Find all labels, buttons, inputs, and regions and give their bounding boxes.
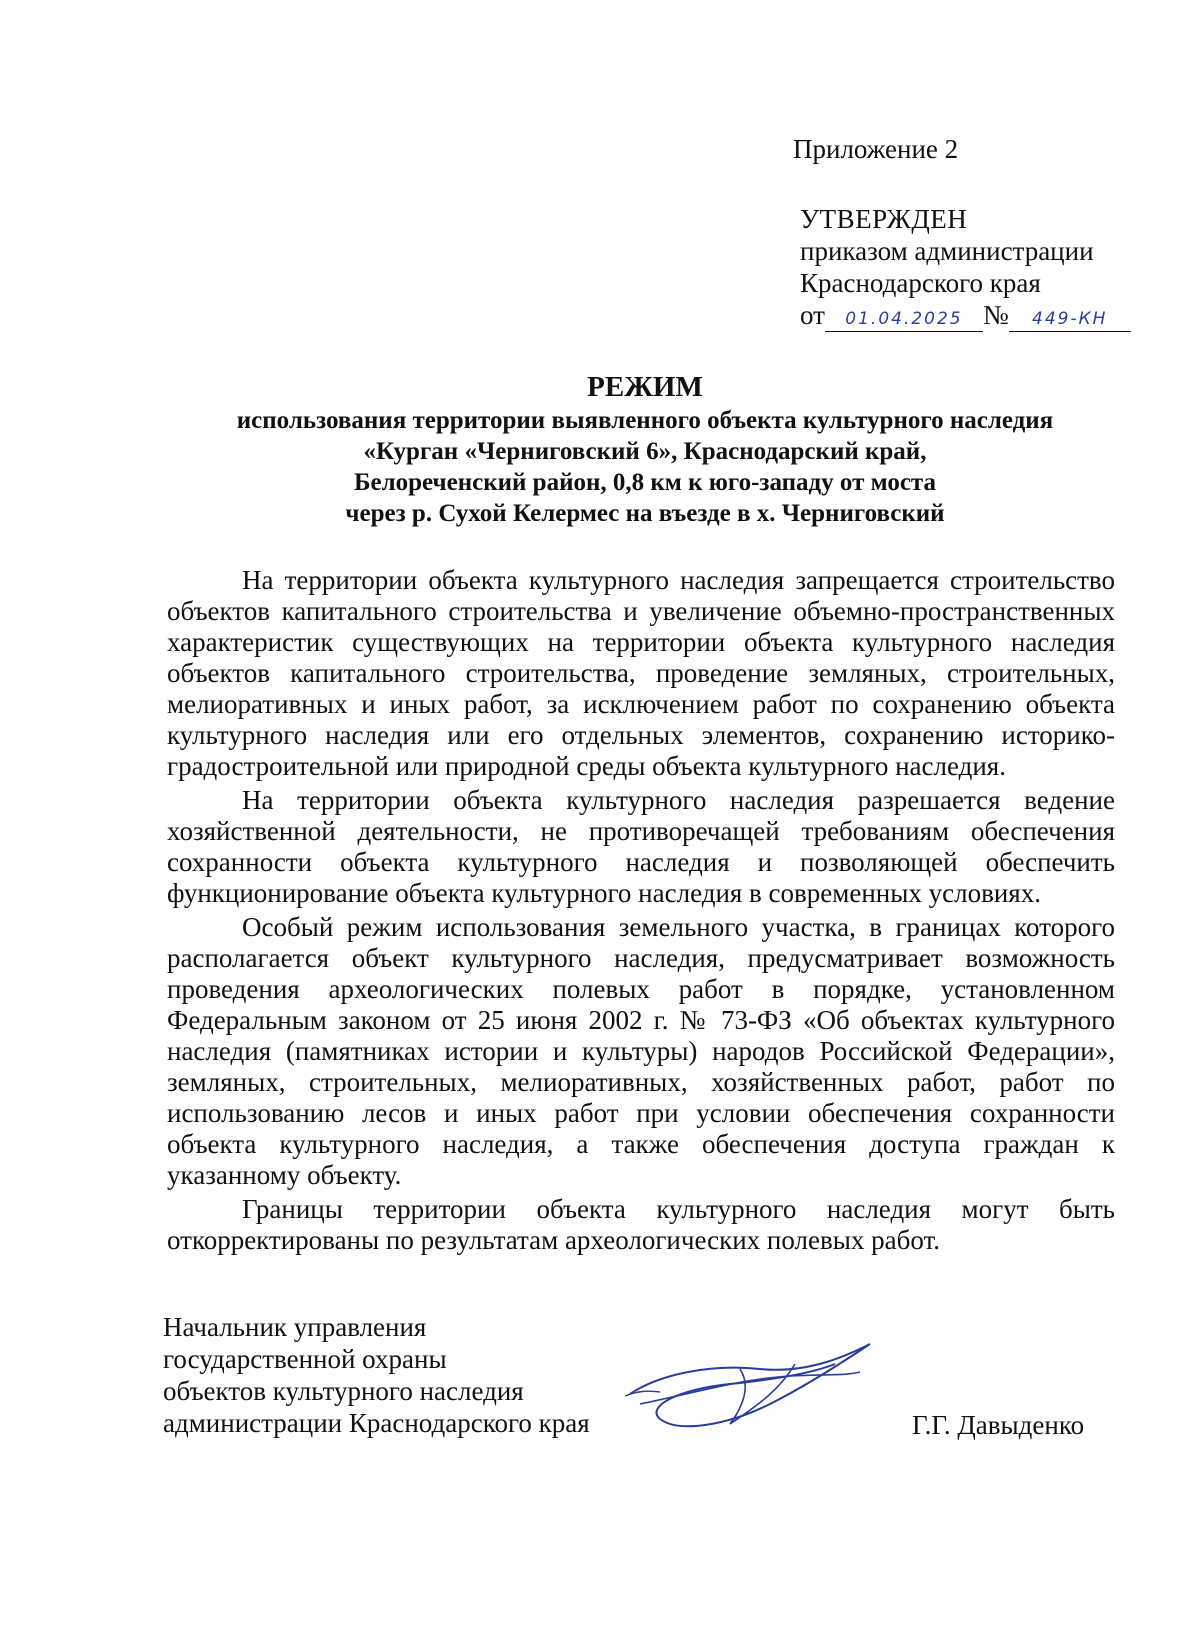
paragraph-special-regime: Особый режим использования земельного участка, в границах которого располагается объект культурного наследия, предусматривает возможность проведения археологических полевых работ в порядке, установленном Федеральным законом от 25 июня 2002 г. № 73-ФЗ «Об объектах культурного наследия (памятниках истории и культуры) народов Российской Федерации», земляных, строительных, мелиоративных, хозяйственных работ, работ по использованию лесов и иных работ при условии обеспечения сохранности объекта культурного наследия, а также обеспечения доступа граждан к указанному объекту. — [167, 912, 1115, 1190]
position-line: Начальник управления — [163, 1312, 427, 1342]
from-label: от — [800, 300, 825, 330]
paragraph-boundaries: Границы территории объекта культурного наследия могут быть откорректированы по результатам археологических полевых работ. — [167, 1194, 1115, 1255]
position-line: администрации Краснодарского края — [163, 1408, 590, 1438]
approval-stamp-block — [800, 203, 1131, 332]
paragraph-permissions: На территории объекта культурного наследия разрешается ведение хозяйственной деятельности, не противоречащей требованиям обеспечения сохранности объекта культурного наследия и позволяющей обеспечить функционирование объекта культурного наследия в современных условиях. — [167, 785, 1115, 908]
approval-line-2: Краснодарского края — [800, 268, 1041, 298]
title-line: через р. Сухой Келермес на въезде в х. Черниговский — [345, 500, 945, 527]
approved-label: УТВЕРЖДЕН — [800, 204, 968, 234]
appendix-label: Приложение 2 — [793, 134, 959, 164]
position-line: государственной охраны — [163, 1344, 447, 1374]
approval-date-number-line — [800, 299, 1131, 332]
document-title — [150, 372, 1140, 529]
title-line: использования территории выявленного объекта культурного наследия — [236, 407, 1054, 434]
position-line: объектов культурного наследия — [163, 1376, 524, 1406]
signatory-position — [163, 1311, 590, 1439]
handwritten-date: 01.04.2025 — [825, 307, 983, 332]
handwritten-number: 449-КН — [1009, 307, 1131, 332]
signer-name: Г.Г. Давыденко — [912, 1410, 1085, 1440]
approval-line-1: приказом администрации — [800, 236, 1094, 266]
title-line: «Курган «Черниговский 6», Краснодарский край, — [363, 438, 927, 465]
handwritten-signature — [620, 1334, 880, 1434]
title-line: Белореченский район, 0,8 км к юго-западу от моста — [354, 469, 936, 496]
number-label: № — [982, 300, 1009, 330]
body-text — [167, 565, 1115, 1259]
paragraph-prohibitions: На территории объекта культурного наследия запрещается строительство объектов капитального строительства и увеличение объемно-пространственных характеристик существующих на территории объекта культурного наследия объектов капитального строительства, проведение земляных, строительных, мелиоративных и иных работ, за исключением работ по сохранению объекта культурного наследия или его отдельных элементов, сохранению историко-градостроительной или природной среды объекта культурного наследия. — [167, 565, 1115, 781]
title-heading: РЕЖИМ — [587, 371, 703, 403]
